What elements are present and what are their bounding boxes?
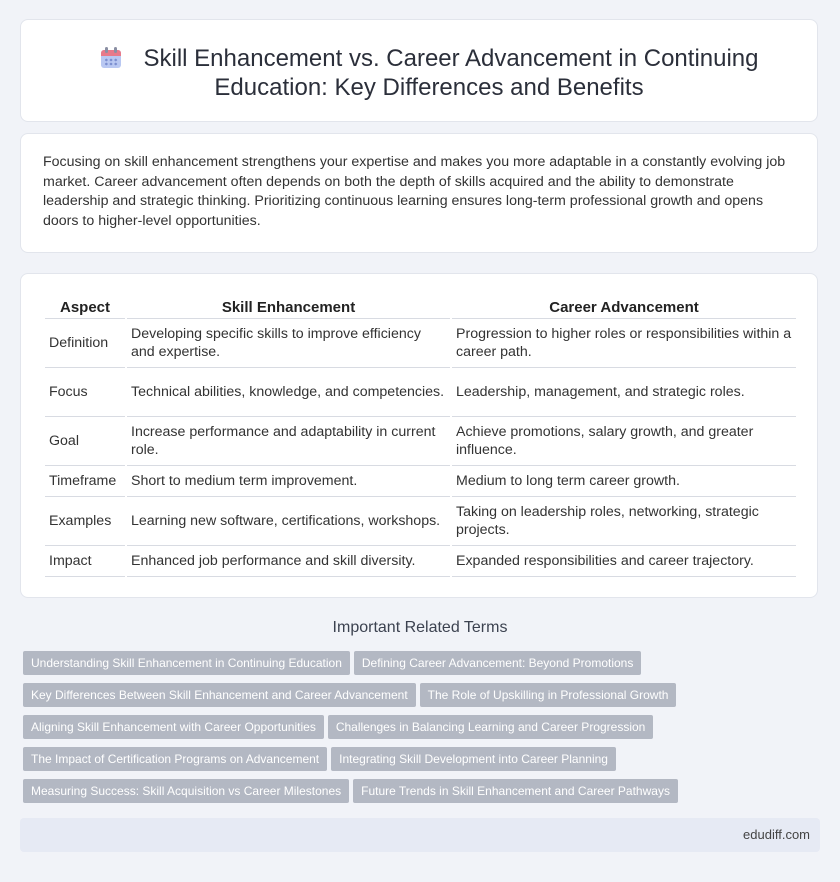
- table-row: [45, 319, 796, 368]
- row-career: Leadership, management, and strategic roles.: [452, 368, 796, 417]
- tag-row: [23, 715, 813, 747]
- related-term-tag[interactable]: Integrating Skill Development into Career Planning: [331, 747, 616, 771]
- comparison-table: [43, 296, 798, 577]
- row-career: Achieve promotions, salary growth, and greater influence.: [452, 417, 796, 466]
- tag-row: [23, 779, 813, 811]
- row-skill: Technical abilities, knowledge, and competencies.: [127, 368, 450, 417]
- row-skill: Developing specific skills to improve efficiency and expertise.: [127, 319, 450, 368]
- header-career-advancement: Career Advancement: [452, 296, 796, 319]
- row-career: Taking on leadership roles, networking, strategic projects.: [452, 497, 796, 546]
- header-skill-enhancement: Skill Enhancement: [127, 296, 450, 319]
- tag-row: [23, 747, 813, 779]
- related-term-tag[interactable]: Key Differences Between Skill Enhancement and Career Advancement: [23, 683, 416, 707]
- row-skill: Enhanced job performance and skill diversity.: [127, 546, 450, 577]
- page-title: [81, 44, 777, 102]
- related-term-tag[interactable]: The Impact of Certification Programs on Advancement: [23, 747, 327, 771]
- row-aspect: Timeframe: [45, 466, 125, 497]
- table-row: [45, 546, 796, 577]
- related-term-tag[interactable]: Measuring Success: Skill Acquisition vs Career Milestones: [23, 779, 349, 803]
- footer-site-link[interactable]: edudiff.com: [743, 827, 810, 842]
- row-skill: Short to medium term improvement.: [127, 466, 450, 497]
- table-row: [45, 497, 796, 546]
- table-row: [45, 368, 796, 417]
- related-term-tag[interactable]: Challenges in Balancing Learning and Career Progression: [328, 715, 654, 739]
- comparison-card: [20, 273, 818, 598]
- related-term-tag[interactable]: Future Trends in Skill Enhancement and Career Pathways: [353, 779, 678, 803]
- row-career: Medium to long term career growth.: [452, 466, 796, 497]
- calendar-icon: [100, 47, 122, 69]
- row-career: Progression to higher roles or responsibilities within a career path.: [452, 319, 796, 368]
- table-row: [45, 466, 796, 497]
- tag-row: [23, 651, 813, 683]
- intro-card: [20, 133, 818, 253]
- row-aspect: Focus: [45, 368, 125, 417]
- row-skill: Increase performance and adaptability in current role.: [127, 417, 450, 466]
- related-term-tag[interactable]: Defining Career Advancement: Beyond Promotions: [354, 651, 641, 675]
- title-card: [20, 19, 818, 122]
- row-skill: Learning new software, certifications, workshops.: [127, 497, 450, 546]
- row-aspect: Goal: [45, 417, 125, 466]
- related-term-tag[interactable]: Aligning Skill Enhancement with Career Opportunities: [23, 715, 324, 739]
- related-terms-title: Important Related Terms: [332, 619, 508, 636]
- footer: [20, 818, 820, 852]
- table-header-row: [45, 296, 796, 319]
- row-aspect: Impact: [45, 546, 125, 577]
- related-term-tag[interactable]: The Role of Upskilling in Professional Growth: [420, 683, 677, 707]
- title-wrap: [81, 44, 777, 102]
- related-terms-list: [23, 651, 813, 811]
- row-aspect: Definition: [45, 319, 125, 368]
- page-title-text: Skill Enhancement vs. Career Advancement in Continuing Education: Key Differences and Benefits: [143, 45, 759, 101]
- row-career: Expanded responsibilities and career trajectory.: [452, 546, 796, 577]
- intro-text: Focusing on skill enhancement strengthens your expertise and makes you more adaptable in a constantly evolving job market. Career advancement often depends on both the depth of skills acquired and the ability to demonstrate leadership and strategic thinking. Prioritizing continuous learning ensures long-term professional growth and opens doors to higher-level opportunities.: [43, 154, 786, 229]
- header-aspect: Aspect: [45, 296, 125, 319]
- row-aspect: Examples: [45, 497, 125, 546]
- tag-row: [23, 683, 813, 715]
- related-term-tag[interactable]: Understanding Skill Enhancement in Continuing Education: [23, 651, 350, 675]
- table-row: [45, 417, 796, 466]
